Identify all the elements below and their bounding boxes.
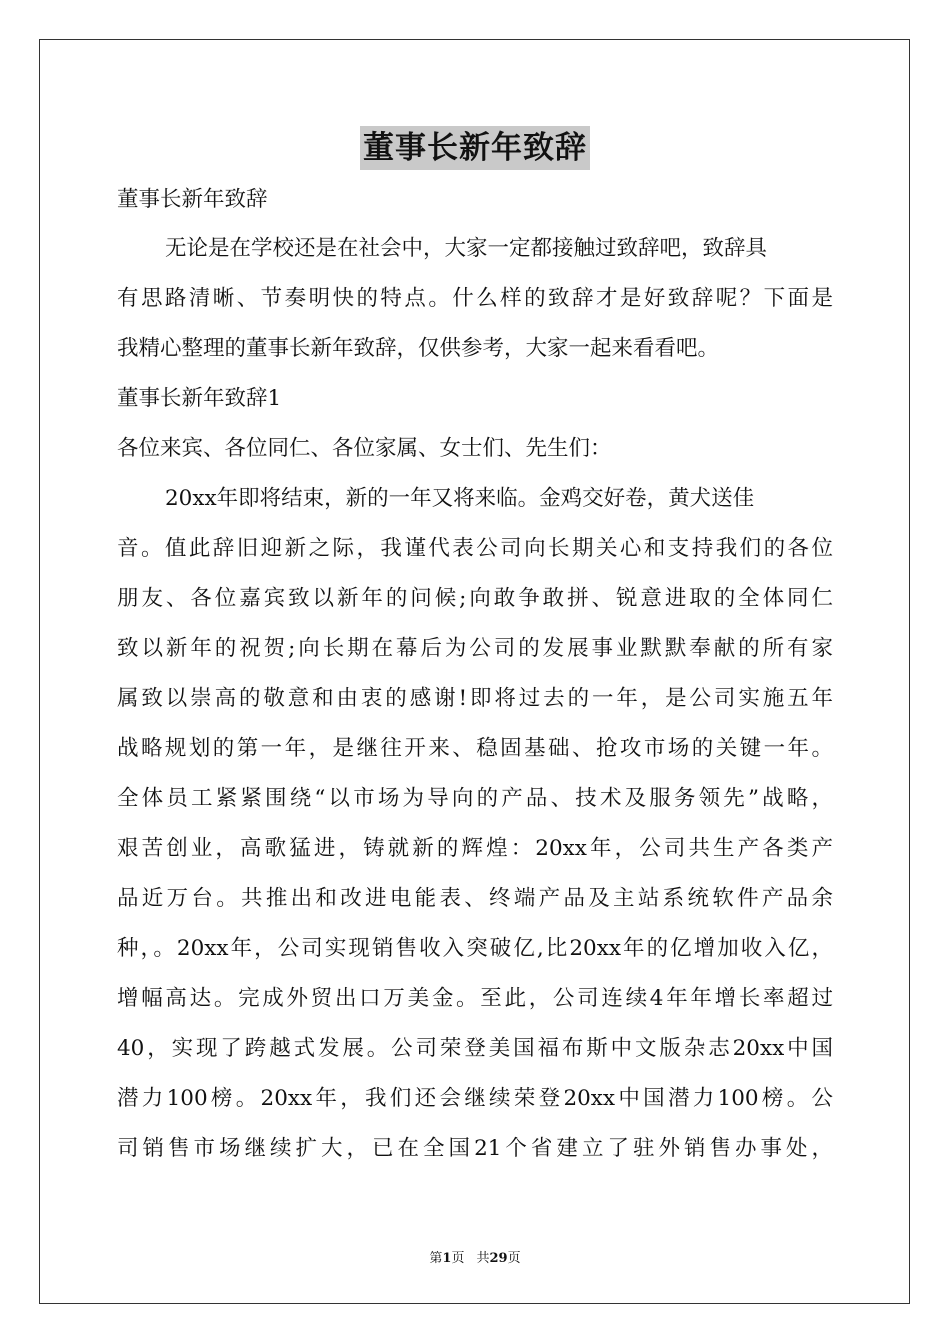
body-line-11: 增幅高达。完成外贸出口万美金。至此，公司连续4年年增长率超过 — [117, 986, 833, 1011]
body-line-12: 40，实现了跨越式发展。公司荣登美国福布斯中文版杂志20xx中国 — [117, 1036, 833, 1061]
body-line-7: 全体员工紧紧围绕“以市场为导向的产品、技术及服务领先”战略， — [117, 786, 833, 811]
footer-page-unit: 页 — [451, 1251, 465, 1266]
body-line-2: 音。值此辞旧迎新之际，我谨代表公司向长期关心和支持我们的各位 — [117, 536, 833, 561]
body-line-4: 致以新年的祝贺;向长期在幕后为公司的发展事业默默奉献的所有家 — [117, 636, 833, 661]
footer-total-suffix: 页 — [507, 1251, 521, 1266]
body-line-6: 战略规划的第一年，是继往开来、稳固基础、抢攻市场的关键一年。 — [117, 736, 833, 761]
intro-line-1: 无论是在学校还是在社会中，大家一定都接触过致辞吧，致辞具 — [165, 236, 768, 261]
intro-line-3: 我精心整理的董事长新年致辞，仅供参考，大家一起来看看吧。 — [117, 336, 720, 361]
section-heading: 董事长新年致辞1 — [117, 386, 282, 411]
body-line-1: 20xx年即将结束，新的一年又将来临。金鸡交好卷，黄犬送佳 — [165, 486, 755, 511]
total-page-count: 29 — [489, 1251, 508, 1266]
page-border — [39, 39, 910, 1304]
document-title: 董事长新年致辞 — [360, 126, 590, 170]
footer-total-prefix: 共 — [476, 1251, 490, 1266]
footer-prefix: 第 — [429, 1251, 443, 1266]
body-line-5: 属致以崇高的敬意和由衷的感谢!即将过去的一年，是公司实施五年 — [117, 686, 833, 711]
body-line-10: 种，。20xx年，公司实现销售收入突破亿,比20xx年的亿增加收入亿， — [117, 936, 833, 961]
body-line-8: 艰苦创业，高歌猛进，铸就新的辉煌：20xx年，公司共生产各类产 — [117, 836, 833, 861]
body-line-9: 品近万台。共推出和改进电能表、终端产品及主站系统软件产品余 — [117, 886, 833, 911]
heading-line: 董事长新年致辞 — [117, 187, 268, 212]
page-footer — [0, 1250, 950, 1268]
intro-line-2: 有思路清晰、节奏明快的特点。什么样的致辞才是好致辞呢？下面是 — [117, 286, 833, 311]
body-line-3: 朋友、各位嘉宾致以新年的问候;向敢争敢拼、锐意进取的全体同仁 — [117, 586, 833, 611]
body-line-13: 潜力100榜。20xx年，我们还会继续荣登20xx中国潜力100榜。公 — [117, 1086, 833, 1111]
salutation: 各位来宾、各位同仁、各位家属、女士们、先生们： — [117, 436, 612, 461]
title-wrap — [0, 126, 950, 170]
body-line-14: 司销售市场继续扩大，已在全国21个省建立了驻外销售办事处， — [117, 1136, 833, 1161]
current-page-number: 1 — [442, 1251, 452, 1266]
